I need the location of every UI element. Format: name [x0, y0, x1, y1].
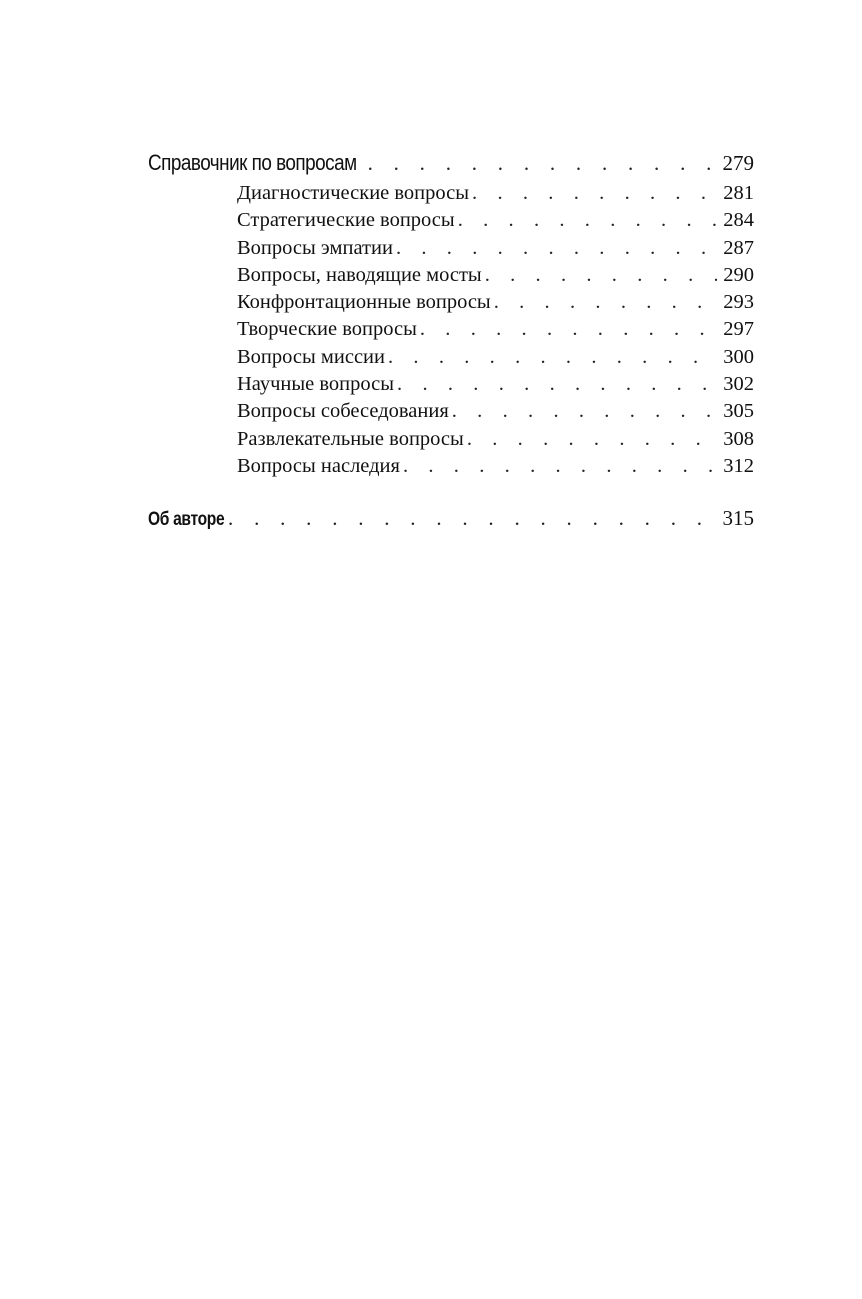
dot-leader — [403, 455, 717, 478]
toc-page-number: 279 — [722, 151, 754, 175]
toc-item — [148, 182, 754, 209]
dot-leader — [396, 237, 717, 260]
dot-leader — [228, 506, 716, 531]
toc-item — [148, 455, 754, 482]
toc-page-number: 315 — [722, 506, 754, 531]
toc-page-number: 293 — [723, 291, 754, 314]
dot-leader — [452, 400, 717, 423]
toc-section-about-author — [148, 506, 754, 538]
toc-item — [148, 237, 754, 264]
toc-page-number: 302 — [723, 373, 754, 396]
toc-item-title: Творческие вопросы — [237, 318, 417, 341]
toc-page-number: 297 — [723, 318, 754, 341]
dot-leader — [485, 264, 718, 287]
toc-page-number: 305 — [723, 400, 754, 423]
toc-item — [148, 291, 754, 318]
toc-section-title: Справочник по вопросам — [148, 150, 357, 175]
toc-item — [148, 318, 754, 345]
dot-leader — [467, 428, 717, 451]
toc-page-number: 312 — [723, 454, 754, 477]
toc-item-title: Конфронтационные вопросы — [237, 291, 491, 314]
dot-leader — [494, 291, 718, 314]
toc-page-number: 281 — [723, 182, 754, 204]
toc-item — [148, 428, 754, 455]
toc-page-number: 284 — [723, 209, 754, 232]
toc-page-number: 300 — [723, 345, 754, 368]
dot-leader — [420, 318, 717, 341]
toc-section-title: Об авторе — [148, 509, 225, 531]
toc-page-number: 308 — [723, 427, 754, 450]
toc-item-title: Стратегические вопросы — [237, 209, 455, 232]
toc-item-title: Вопросы собеседования — [237, 400, 449, 423]
toc-item — [148, 264, 754, 291]
toc-item-title: Вопросы наследия — [237, 454, 400, 477]
dot-leader — [368, 151, 717, 176]
toc-item-title: Вопросы миссии — [237, 345, 385, 368]
dot-leader — [397, 373, 717, 396]
toc-item-title: Вопросы, наводящие мосты — [237, 263, 482, 286]
toc-page-number: 287 — [723, 236, 754, 259]
dot-leader — [458, 209, 718, 232]
dot-leader — [472, 182, 717, 205]
toc-section-reference — [148, 150, 754, 182]
toc-item-title: Научные вопросы — [237, 373, 395, 396]
toc-item — [148, 400, 754, 427]
toc-spacer — [148, 482, 754, 506]
toc-item-title: Диагностические вопросы — [237, 182, 470, 204]
toc-item — [148, 346, 754, 373]
toc-item — [148, 373, 754, 400]
dot-leader — [388, 346, 717, 369]
toc-item-title: Развлекательные вопросы — [237, 427, 464, 450]
toc-item-title: Вопросы эмпатии — [237, 236, 393, 259]
toc-item — [148, 209, 754, 236]
table-of-contents — [148, 150, 754, 538]
toc-page-number: 290 — [723, 263, 754, 286]
